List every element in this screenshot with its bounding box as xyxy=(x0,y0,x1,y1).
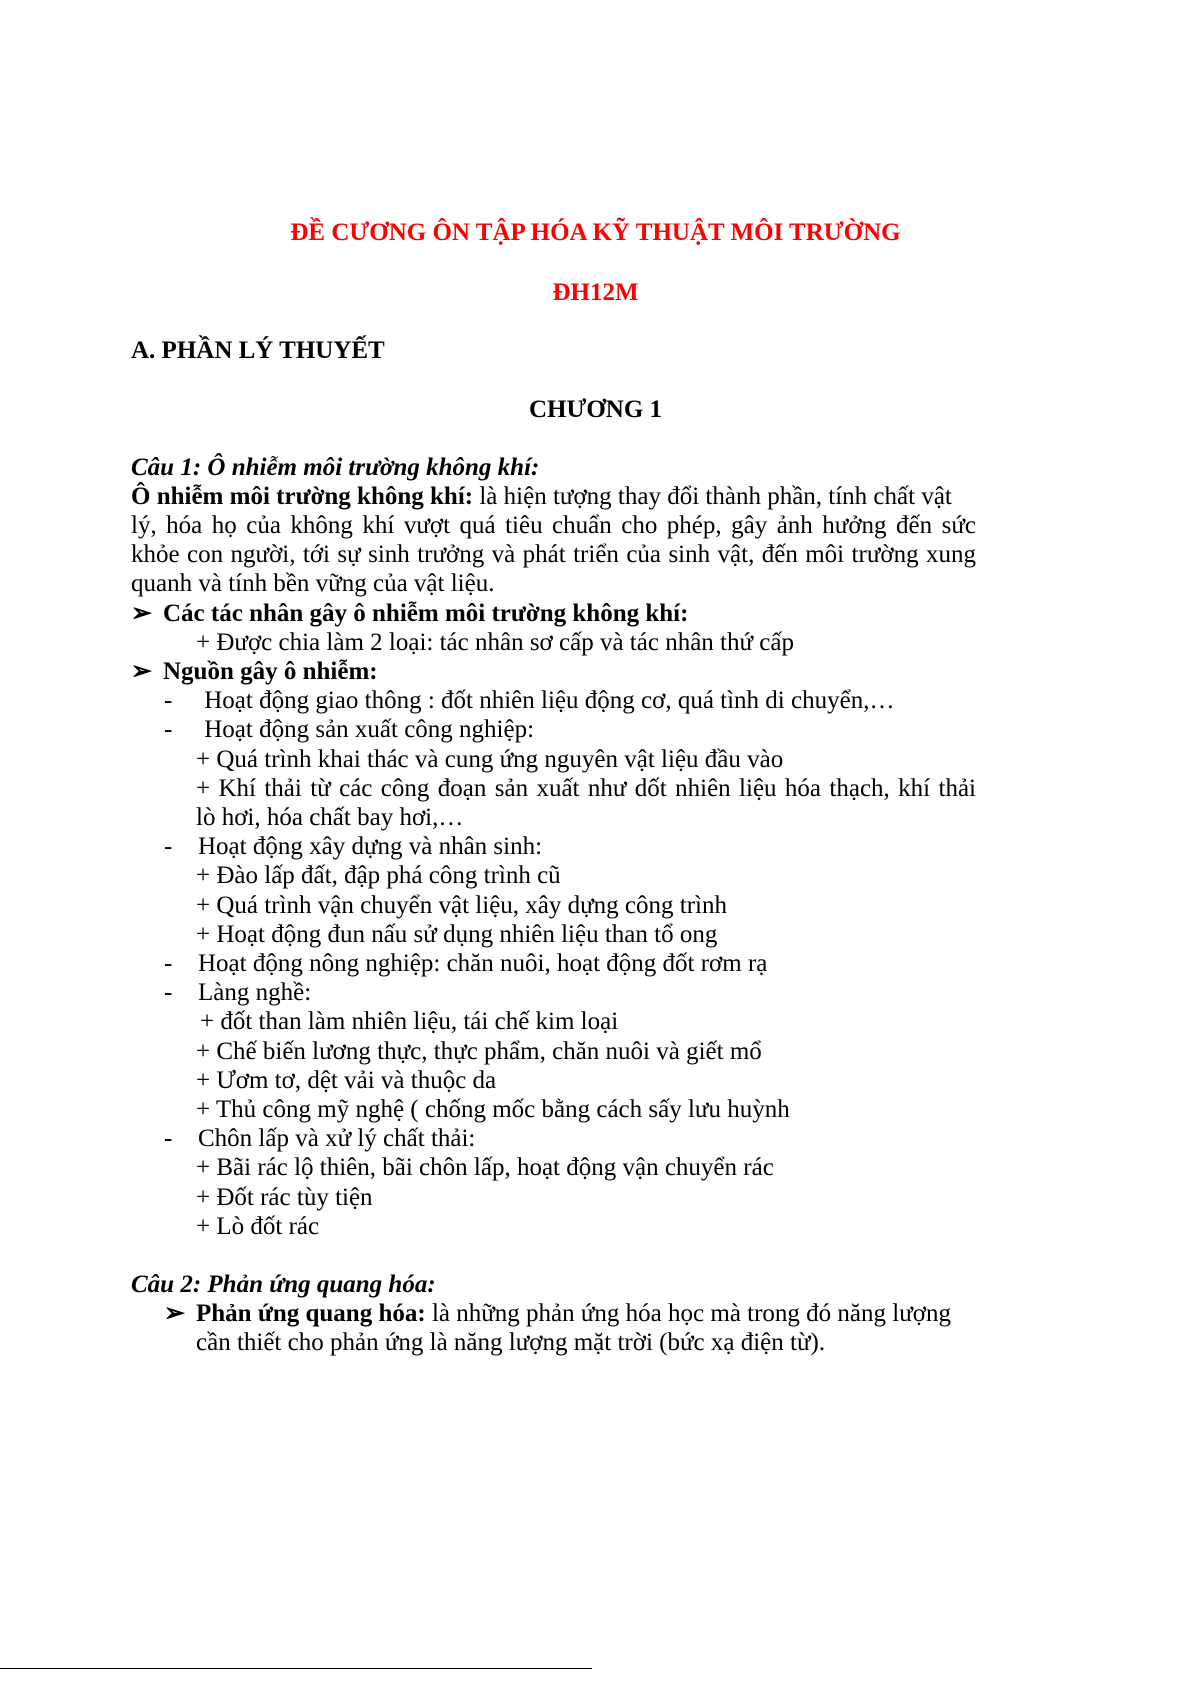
q1-definition-line: quanh và tính bền vững của vật liệu. xyxy=(131,570,495,597)
agents-text: + Được chia làm 2 loại: tác nhân sơ cấp và tác nhân thứ cấp xyxy=(196,629,794,656)
dash-bullet-icon: - xyxy=(164,833,173,860)
source-subitem: + Bãi rác lộ thiên, bãi chôn lấp, hoạt động vận chuyển rác xyxy=(196,1154,774,1181)
q1-definition-line: Ô nhiễm môi trường không khí: là hiện tượng thay đổi thành phần, tính chất vật xyxy=(131,483,952,510)
source-subitem: + Đốt rác tùy tiện xyxy=(196,1184,373,1211)
source-item: - Hoạt động xây dựng và nhân sinh: xyxy=(164,833,543,860)
q2-definition-line: ➢ Phản ứng quang hóa: là những phản ứng hóa học mà trong đó năng lượng xyxy=(164,1300,951,1327)
arrow-bullet-icon: ➢ xyxy=(131,600,152,627)
source-subitem: + Ươm tơ, dệt vải và thuộc da xyxy=(196,1067,497,1094)
document-title: ĐỀ CƯƠNG ÔN TẬP HÓA KỸ THUẬT MÔI TRƯỜNG xyxy=(290,219,901,246)
dash-bullet-icon: - xyxy=(164,687,173,714)
section-heading: A. PHẦN LÝ THUYẾT xyxy=(131,337,385,364)
question-1-heading: Câu 1: Ô nhiễm môi trường không khí: xyxy=(131,454,540,481)
source-subitem: + Khí thải từ các công đoạn sản xuất như dốt nhiên liệu hóa thạch, khí thải xyxy=(196,775,976,802)
question-2-heading: Câu 2: Phản ứng quang hóa: xyxy=(131,1271,436,1298)
source-subitem: + Chế biến lương thực, thực phẩm, chăn nuôi và giết mổ xyxy=(196,1038,762,1065)
source-subitem: + đốt than làm nhiên liệu, tái chế kim loại xyxy=(200,1008,619,1035)
agents-heading: ➢ Các tác nhân gây ô nhiễm môi trường không khí: xyxy=(131,600,689,627)
source-item: - Hoạt động nông nghiệp: chăn nuôi, hoạt động đốt rơm rạ xyxy=(164,950,768,977)
source-item: - Chôn lấp và xử lý chất thải: xyxy=(164,1125,476,1152)
source-subitem: + Quá trình vận chuyển vật liệu, xây dựng công trình xyxy=(196,892,727,919)
sources-heading: ➢ Nguồn gây ô nhiễm: xyxy=(131,658,378,685)
dash-bullet-icon: - xyxy=(164,1125,173,1152)
chapter-heading: CHƯƠNG 1 xyxy=(528,396,663,423)
source-subitem: + Hoạt động đun nấu sử dụng nhiên liệu than tổ ong xyxy=(196,921,718,948)
source-subitem: + Quá trình khai thác và cung ứng nguyên vật liệu đầu vào xyxy=(196,746,784,773)
dash-bullet-icon: - xyxy=(164,950,173,977)
dash-bullet-icon: - xyxy=(164,716,173,743)
q2-definition-line: cần thiết cho phản ứng là năng lượng mặt trời (bức xạ điện từ). xyxy=(196,1329,826,1356)
q2-term: Phản ứng quang hóa: xyxy=(196,1300,426,1327)
source-item: - Hoạt động sản xuất công nghiệp: xyxy=(164,716,535,743)
source-item: - Làng nghề: xyxy=(164,979,312,1006)
source-subitem: + Thủ công mỹ nghệ ( chống mốc bằng cách sấy lưu huỳnh xyxy=(196,1096,790,1123)
footer-divider xyxy=(0,1668,592,1669)
arrow-bullet-icon: ➢ xyxy=(164,1300,185,1327)
q1-definition-line: lý, hóa họ của không khí vượt quá tiêu chuẩn cho phép, gây ảnh hưởng đến sức xyxy=(131,512,976,539)
q1-term: Ô nhiễm môi trường không khí: xyxy=(131,483,474,510)
source-subitem: + Đào lấp đất, đập phá công trình cũ xyxy=(196,862,561,889)
source-item: - Hoạt động giao thông : đốt nhiên liệu động cơ, quá tình di chuyển,… xyxy=(164,687,895,714)
source-subitem: + Lò đốt rác xyxy=(196,1213,320,1240)
source-subitem: lò hơi, hóa chất bay hơi,… xyxy=(196,804,464,831)
q1-definition-line: khỏe con người, tới sự sinh trưởng và phát triển của sinh vật, đến môi trường xung xyxy=(131,541,976,568)
document-subtitle: ĐH12M xyxy=(552,279,639,306)
arrow-bullet-icon: ➢ xyxy=(131,658,152,685)
dash-bullet-icon: - xyxy=(164,979,173,1006)
